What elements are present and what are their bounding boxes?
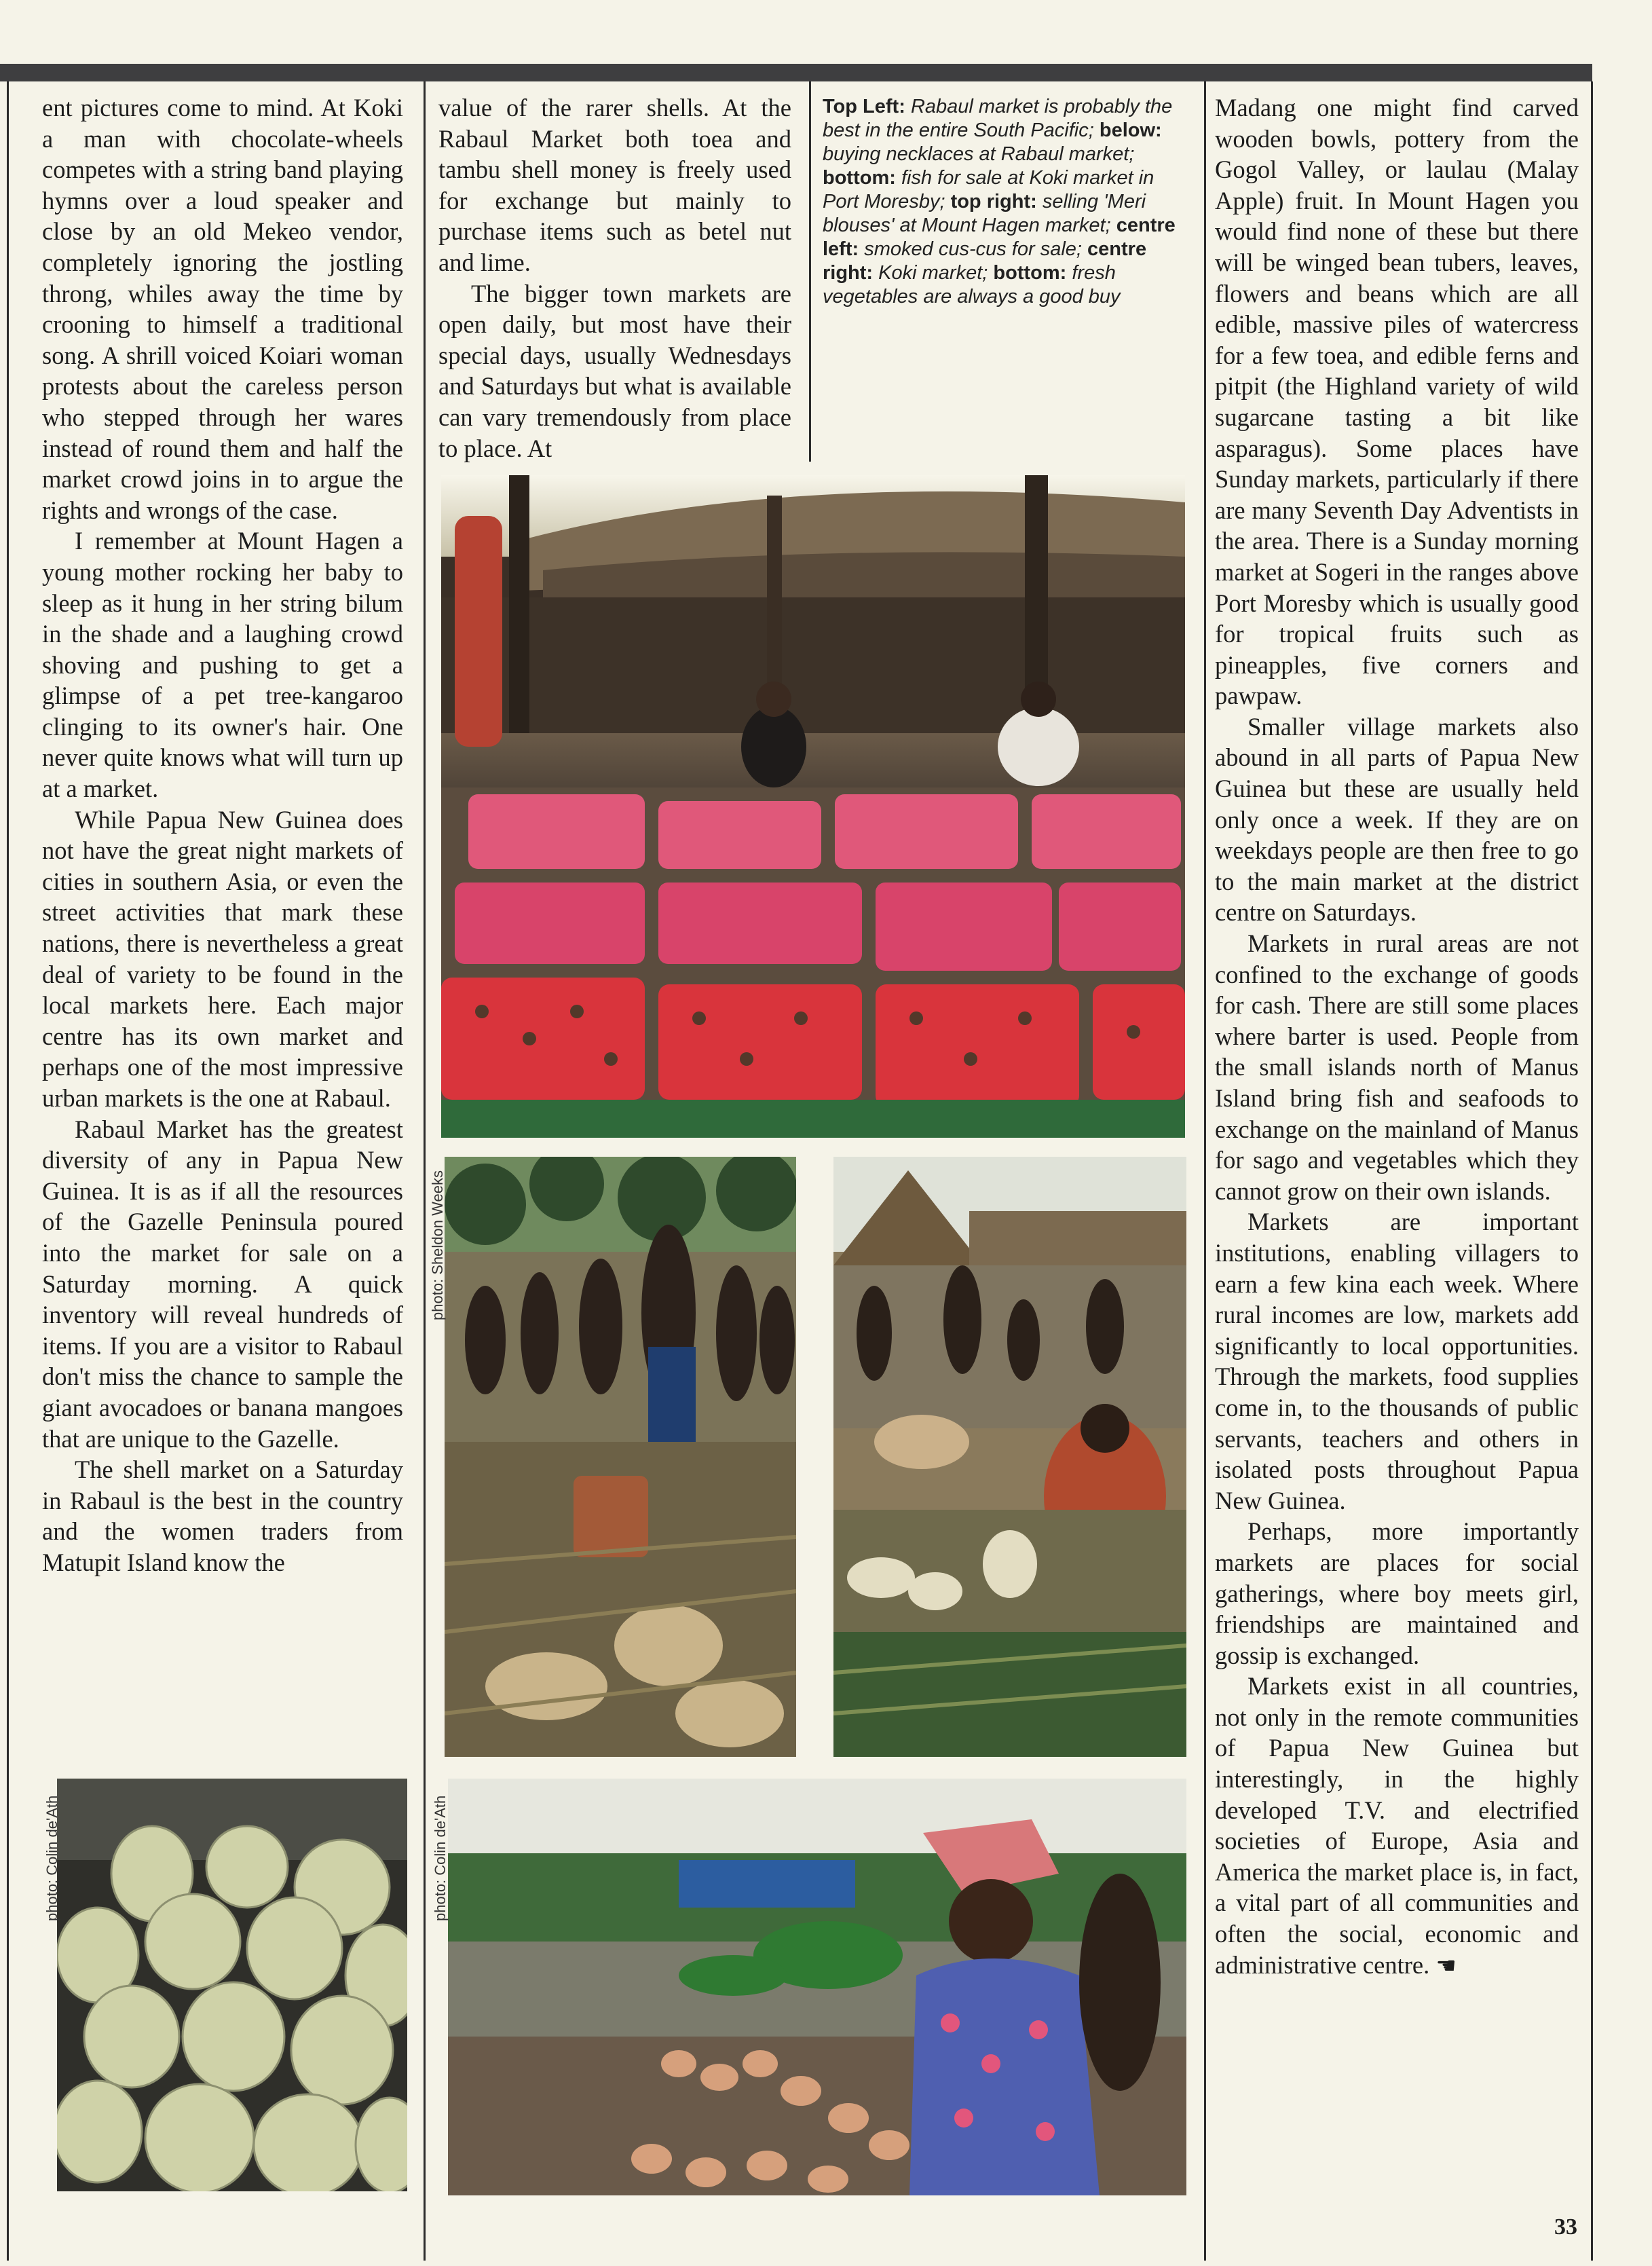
paragraph <box>1215 1671 1579 1982</box>
caption-label: top right: <box>950 191 1037 212</box>
article-column-1 <box>42 92 403 1578</box>
photo-rabaul-market <box>441 475 1185 1138</box>
photo-fresh-vegetables <box>448 1779 1186 2195</box>
caption-label: below: <box>1099 119 1162 141</box>
caption-label: bottom: <box>993 262 1067 284</box>
column-rule-1 <box>7 81 9 2261</box>
paragraph: Markets in rural areas are not confined to the exchange of goods for cash. There are still some places where barter is used. People from the small islands north of Manus Island bring fish and seafoods to exchange on the mainland of Manus for sago and vegetables which they cannot grow on their own islands. <box>1215 929 1579 1205</box>
paragraph: value of the rarer shells. At the Rabaul Market both toea and tambu shell money is freely used for exchange but mainly to purchase items such as betel nut and lime. <box>438 94 791 276</box>
page-number: 33 <box>1554 2214 1577 2240</box>
header-bar <box>0 64 1592 81</box>
photo-captions <box>823 95 1189 309</box>
caption-label: centre left: <box>823 215 1176 260</box>
paragraph: ent pictures come to mind. At Koki a man with chocolate-wheels competes with a string band playing hymns over a loud speaker and close by an old Mekeo vendor, completely ignoring the jostling throng, whiles away the time by crooning to himself a traditional song. A shrill voiced Koiari woman protests about the careless person who stepped through her wares instead of round them and half the market crowd joins in to argue the rights and wrongs of the case. <box>42 94 403 524</box>
paragraph: I remember at Mount Hagen a young mother rocking her baby to sleep as it hung in her string bilum in the shade and a laughing crowd shoving and pushing to get a glimpse of a pet tree-kangaroo clinging to its owner's hair. One never quite knows what will turn up at a market. <box>42 527 403 803</box>
caption-text: buying necklaces at Rabaul market; <box>823 143 1135 165</box>
column-rule-2 <box>424 81 426 2261</box>
caption-text: smoked cus-cus for sale; <box>864 238 1082 260</box>
caption-label: bottom: <box>823 167 896 189</box>
paragraph: Rabaul Market has the greatest diversity of any in Papua New Guinea. It is as if all the resources of the Gazelle Peninsula poured into the market for sale on a Saturday morning. A quick inventory will reveal hundreds of items. If you are a visitor to Rabaul don't miss the chance to sample the giant avocadoes or banana mangoes that are unique to the Gazelle. <box>42 1115 403 1453</box>
paragraph: Smaller village markets also abound in all parts of Papua New Guinea but these are usually held only once a week. If they are on weekdays people are then free to go to the main market at the district centre on Saturdays. <box>1215 712 1579 927</box>
paragraph: Perhaps, more importantly markets are places for social gatherings, where boy meets girl, friendships are maintained and gossip is exchanged. <box>1215 1517 1579 1669</box>
rabaul-market-image <box>441 475 1185 1138</box>
paragraph: While Papua New Guinea does not have the great night markets of cities in southern Asia, or even the street activities that mark these nations, there is nevertheless a great deal of variety to be found in the local markets here. Each major centre has its own market and perhaps one of the most impressive urban markets is the one at Rabaul. <box>42 805 403 1112</box>
column-rule-5 <box>1591 81 1593 2261</box>
koki-market-image <box>833 1157 1186 1757</box>
caption-text: Koki market; <box>878 262 988 284</box>
koki-fish-image <box>57 1779 407 2191</box>
caption-text: Rabaul market is probably the best in the entire South Pacific; <box>823 96 1173 141</box>
end-mark-icon: ☚ <box>1435 1952 1457 1980</box>
photo-credit-colin-right: photo: Colin de'Ath <box>432 1795 449 1921</box>
photo-credit-sheldon: photo: Sheldon Weeks <box>429 1170 446 1320</box>
caption-label: centre right: <box>823 238 1147 284</box>
caption-text: fish for sale at Koki market in Port Moresby; <box>823 167 1154 212</box>
article-column-4 <box>1215 92 1579 1982</box>
photo-credit-colin-left: photo: Colin de'Ath <box>43 1795 60 1921</box>
paragraph: Madang one might find carved wooden bowls, pottery from the Gogol Valley, or laulau (Malay Apple) fruit. In Mount Hagen you would find none of these but there will be winged bean tubers, leaves, flowers and beans which are all edible, massive piles of watercress for a few toea, and edible ferns and pitpit (the Highland variety of wild sugarcane tasting a bit like asparagus). Some places have Sunday markets, particularly if there are many Seventh Day Adventists in the area. There is a Sunday morning market at Sogeri in the ranges above Port Moresby which is usually good for tropical fruits such as pineapples, five corners and pawpaw. <box>1215 94 1579 710</box>
photo-koki-fish <box>57 1779 407 2191</box>
smoked-cuscus-image <box>445 1157 796 1757</box>
paragraph-text: Markets exist in all countries, not only in the remote communities of Papua New Guinea but interestingly, in the highly developed T.V. and electrified societies of Europe, Asia and America the market place is, in fact, a vital part of all communities and often the social, economic and administrative centre. <box>1215 1672 1579 1979</box>
paragraph: Markets are important institutions, enabling villagers to earn a few kina each week. Where rural incomes are low, markets add significantly to local opportunities. Through the markets, food supplies come in, to the thousands of public servants, teachers and others in isolated posts throughout Papua New Guinea. <box>1215 1208 1579 1515</box>
article-column-2 <box>438 92 791 464</box>
photo-koki-market <box>833 1157 1186 1757</box>
fresh-vegetables-image <box>448 1779 1186 2195</box>
paragraph: The shell market on a Saturday in Rabaul is the best in the country and the women traders from Matupit Island know the <box>42 1455 403 1576</box>
paragraph: The bigger town markets are open daily, but most have their special days, usually Wednesdays and Saturdays but what is available can vary tremendously from place to place. At <box>438 279 791 462</box>
photo-smoked-cuscus <box>445 1157 796 1757</box>
caption-label: Top Left: <box>823 96 905 117</box>
caption-text: fresh vegetables are always a good buy <box>823 262 1121 308</box>
column-rule-3 <box>809 81 811 462</box>
column-rule-4 <box>1204 81 1206 2261</box>
caption-text: selling 'Meri blouses' at Mount Hagen market; <box>823 191 1146 236</box>
